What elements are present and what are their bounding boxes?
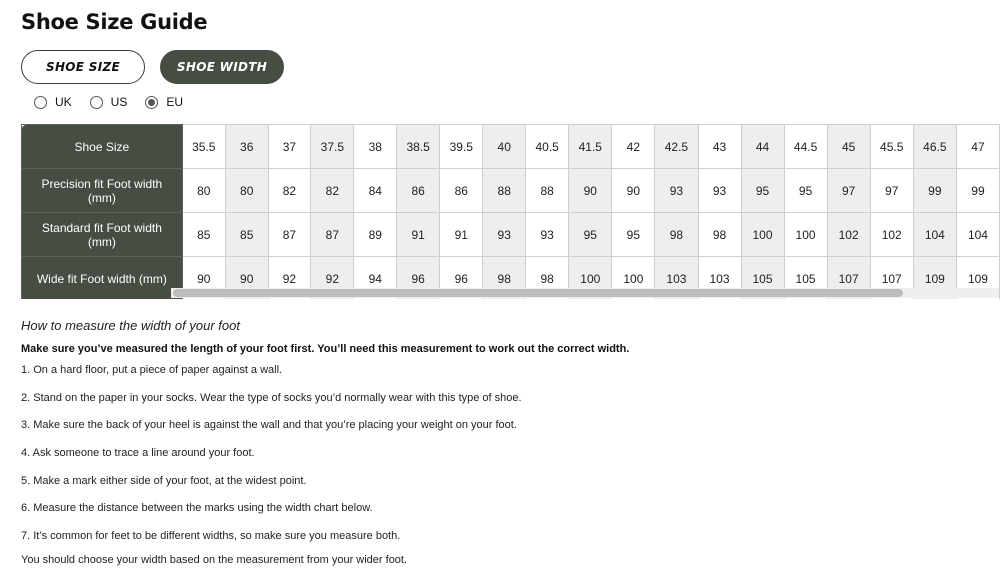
table-cell: 93 (526, 213, 569, 257)
list-item: 6. Measure the distance between the marks using the width chart below. (21, 502, 373, 515)
page-title: Shoe Size Guide (21, 10, 208, 34)
table-cell: 96 (397, 257, 440, 300)
table-cell: 42 (612, 125, 655, 169)
list-item: 1. On a hard floor, put a piece of paper against a wall. (21, 364, 283, 376)
table-cell: 100 (612, 257, 655, 300)
table-cell: 85 (225, 213, 268, 257)
table-cell: 97 (870, 169, 913, 213)
table-cell: 38 (354, 125, 397, 169)
table-cell: 109 (956, 257, 999, 300)
instructions-closing: You should choose your width based on the measurement from your wider foot. (21, 553, 408, 566)
table-cell: 105 (741, 257, 784, 300)
table-cell: 93 (655, 169, 698, 213)
table-cell: 89 (354, 213, 397, 257)
tab-bar (21, 50, 284, 84)
table-cell: 90 (569, 169, 612, 213)
table-cell: 37 (268, 125, 311, 169)
radio-circle-icon[interactable] (90, 96, 103, 109)
table-cell: 46.5 (913, 125, 956, 169)
table-cell: 39.5 (440, 125, 483, 169)
table-cell: 95 (612, 213, 655, 257)
scrollbar-thumb[interactable] (173, 289, 903, 297)
row-header: Precision fit Foot width (mm) (22, 169, 183, 213)
table-cell: 45 (827, 125, 870, 169)
width-table (21, 124, 1000, 299)
table-row (22, 125, 1000, 169)
instructions-subheading: How to measure the width of your foot (21, 318, 240, 333)
table-cell: 92 (311, 257, 354, 300)
list-item: 7. It’s common for feet to be different widths, so make sure you measure both. (21, 530, 401, 543)
table-cell: 44 (741, 125, 784, 169)
radio-selected-icon[interactable] (145, 96, 158, 109)
table-cell: 98 (526, 257, 569, 300)
radio-eu[interactable] (145, 95, 183, 109)
table-cell: 98 (483, 257, 526, 300)
table-cell: 90 (225, 257, 268, 300)
radio-label: UK (55, 95, 72, 109)
table-cell: 102 (827, 213, 870, 257)
table-cell: 87 (311, 213, 354, 257)
table-cell: 109 (913, 257, 956, 300)
table-cell: 88 (526, 169, 569, 213)
row-header: Standard fit Foot width (mm) (22, 213, 183, 257)
list-item: 2. Stand on the paper in your socks. Wear the type of socks you’d normally wear with this type of shoe. (21, 391, 522, 404)
instructions-intro: Make sure you’ve measured the length of your foot first. You’ll need this measurement to work out the correct width. (21, 343, 630, 355)
table-cell: 99 (956, 169, 999, 213)
row-header: Wide fit Foot width (mm) (22, 257, 183, 300)
measure-instructions (21, 318, 981, 566)
table-cell: 86 (397, 169, 440, 213)
table-cell: 103 (698, 257, 741, 300)
radio-label: EU (166, 95, 184, 109)
radio-us[interactable] (90, 95, 128, 109)
table-cell: 86 (440, 169, 483, 213)
table-cell: 104 (913, 213, 956, 257)
radio-dot-icon (148, 99, 155, 106)
table-cell: 93 (483, 213, 526, 257)
table-cell: 104 (956, 213, 999, 257)
table-cell: 90 (182, 257, 225, 300)
table-cell: 103 (655, 257, 698, 300)
table-cell: 80 (225, 169, 268, 213)
table-cell: 37.5 (311, 125, 354, 169)
tab-shoe-size[interactable]: SHOE SIZE (21, 50, 145, 84)
table-cell: 35.5 (182, 125, 225, 169)
table-cell: 42.5 (655, 125, 698, 169)
table-cell: 85 (182, 213, 225, 257)
table-cell: 36 (225, 125, 268, 169)
table-cell: 43 (698, 125, 741, 169)
tab-shoe-width[interactable]: SHOE WIDTH (160, 50, 284, 84)
table-cell: 80 (182, 169, 225, 213)
table-cell: 107 (870, 257, 913, 300)
region-radio-group (34, 95, 201, 109)
table-cell: 84 (354, 169, 397, 213)
table-cell: 95 (569, 213, 612, 257)
table-cell: 40 (483, 125, 526, 169)
radio-uk[interactable] (34, 95, 72, 109)
table-cell: 82 (311, 169, 354, 213)
table-cell: 40.5 (526, 125, 569, 169)
list-item: 3. Make sure the back of your heel is against the wall and that you’re placing your weight on your foot. (21, 419, 517, 432)
table-cell: 100 (741, 213, 784, 257)
table-cell: 97 (827, 169, 870, 213)
table-cell: 92 (268, 257, 311, 300)
table-row (22, 169, 1000, 213)
table-cell: 94 (354, 257, 397, 300)
table-cell: 90 (612, 169, 655, 213)
table-cell: 102 (870, 213, 913, 257)
table-cell: 98 (655, 213, 698, 257)
table-cell: 105 (784, 257, 827, 300)
table-cell: 82 (268, 169, 311, 213)
table-cell: 44.5 (784, 125, 827, 169)
table-cell: 99 (913, 169, 956, 213)
instruction-steps (21, 364, 981, 558)
table-cell: 95 (784, 169, 827, 213)
row-header: Shoe Size (22, 125, 183, 169)
table-cell: 107 (827, 257, 870, 300)
table-cell: 38.5 (397, 125, 440, 169)
table-cell: 88 (483, 169, 526, 213)
list-item: 4. Ask someone to trace a line around your foot. (21, 447, 255, 460)
radio-label: US (110, 95, 128, 109)
table-cell: 93 (698, 169, 741, 213)
radio-circle-icon[interactable] (34, 96, 47, 109)
list-item: 5. Make a mark either side of your foot, at the widest point. (21, 474, 307, 487)
width-table-container (21, 124, 1000, 299)
table-cell: 87 (268, 213, 311, 257)
table-cell: 100 (784, 213, 827, 257)
table-cell: 95 (741, 169, 784, 213)
table-cell: 96 (440, 257, 483, 300)
table-cell: 41.5 (569, 125, 612, 169)
table-scrollbar[interactable] (171, 288, 999, 298)
table-cell: 91 (397, 213, 440, 257)
table-cell: 47 (956, 125, 999, 169)
table-cell: 100 (569, 257, 612, 300)
table-cell: 91 (440, 213, 483, 257)
table-row (22, 213, 1000, 257)
table-cell: 98 (698, 213, 741, 257)
table-cell: 45.5 (870, 125, 913, 169)
